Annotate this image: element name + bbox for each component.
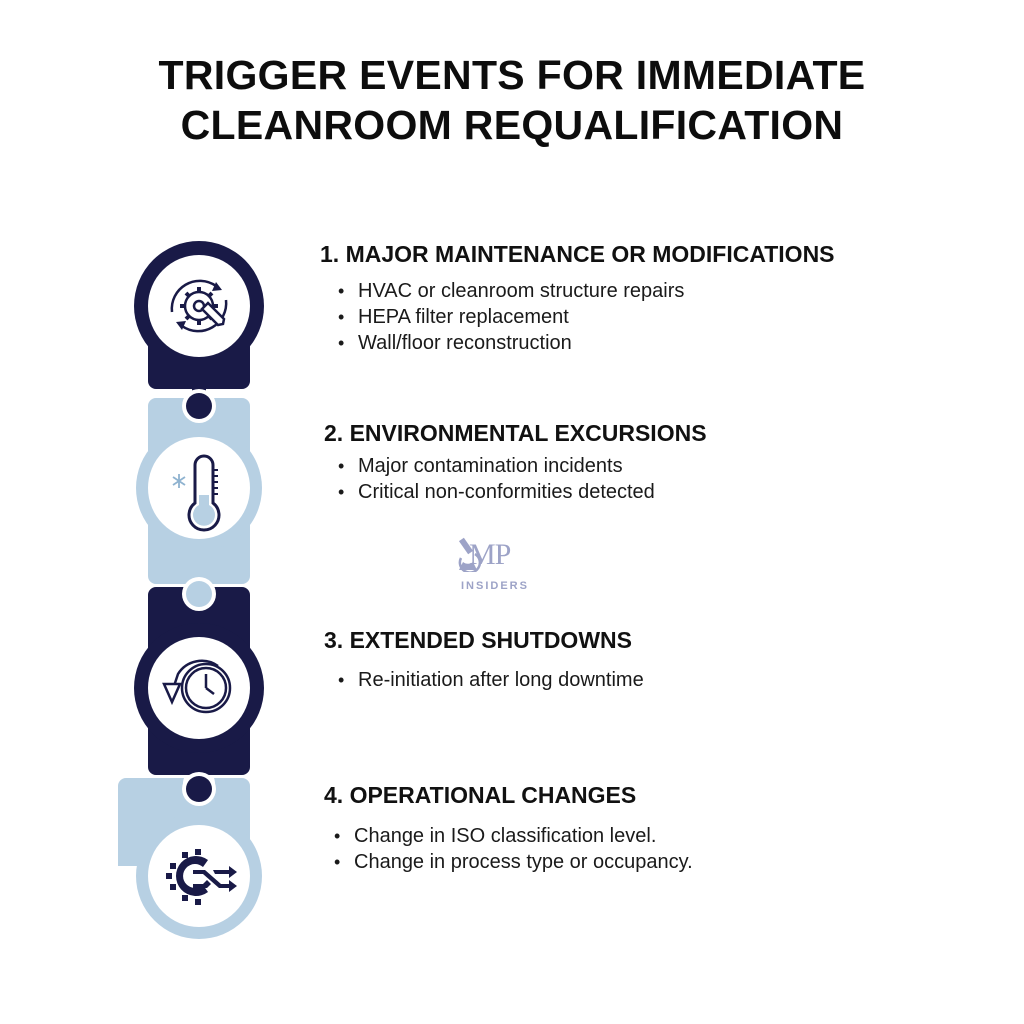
- logo-mark: MP: [469, 538, 511, 571]
- bullet-item: • Major contamination incidents: [338, 453, 707, 479]
- gmp-insiders-logo: [455, 536, 555, 598]
- bullet-item: • Wall/floor reconstruction: [338, 330, 835, 356]
- bullet-item: • Re-initiation after long downtime: [338, 667, 644, 693]
- bullet-list: [338, 278, 835, 356]
- section-heading: 3. EXTENDED SHUTDOWNS: [324, 627, 632, 653]
- bullet-item: • HEPA filter replacement: [338, 304, 835, 330]
- bullet-item: • Change in ISO classification level.: [334, 823, 693, 849]
- bullet-item: • Change in process type or occupancy.: [334, 849, 693, 875]
- bullet-list: [338, 453, 707, 505]
- logo-text: INSIDERS: [461, 580, 529, 592]
- bullet-item: • HVAC or cleanroom structure repairs: [338, 278, 835, 304]
- title-line-2: CLEANROOM REQUALIFICATION: [180, 102, 844, 148]
- section-heading: 1. MAJOR MAINTENANCE OR MODIFICATIONS: [320, 241, 835, 267]
- title-line-1: TRIGGER EVENTS FOR IMMEDIATE: [158, 52, 866, 98]
- section-4: [324, 781, 693, 875]
- section-1: [320, 240, 835, 356]
- bullet-list: [338, 667, 644, 693]
- section-heading: 2. ENVIRONMENTAL EXCURSIONS: [324, 420, 707, 446]
- bullet-item: • Critical non-conformities detected: [338, 479, 707, 505]
- bullet-list: [334, 823, 693, 875]
- section-heading: 4. OPERATIONAL CHANGES: [324, 782, 637, 808]
- section-3: [324, 626, 644, 693]
- section-2: [324, 419, 707, 505]
